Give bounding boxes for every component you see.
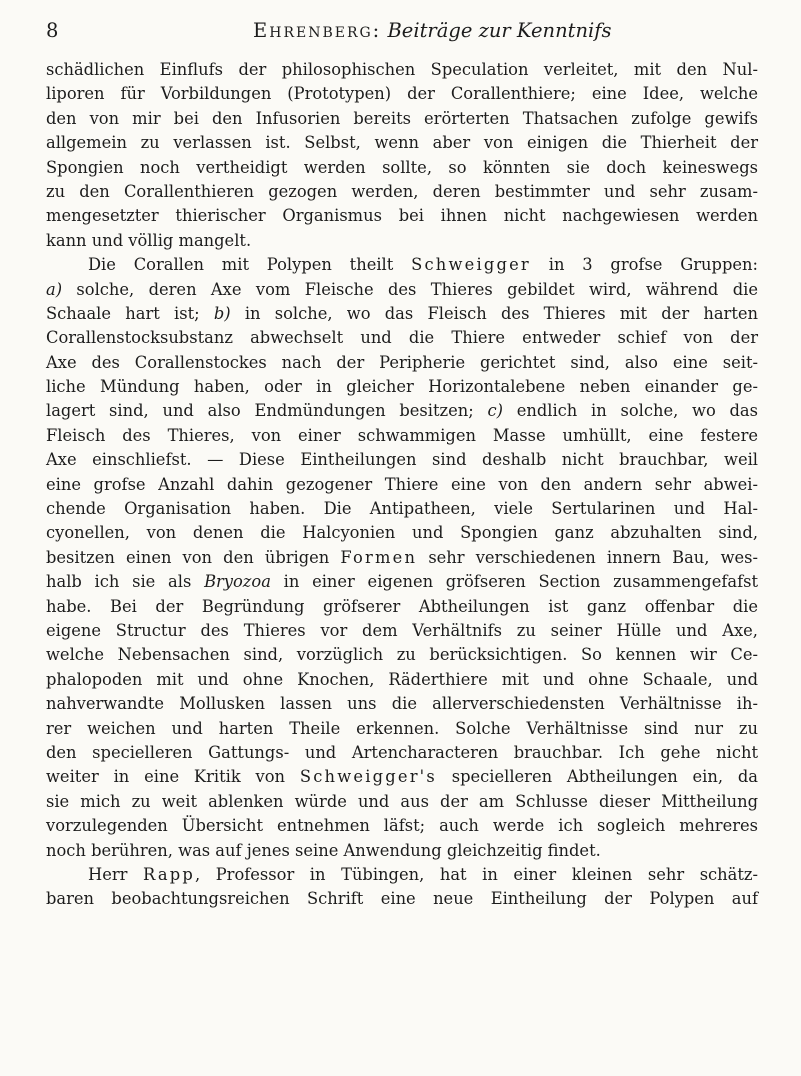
text-segment: allgemein zu verlassen ist. Selbst, wenn aber von einigen die Thierheit der: [46, 133, 758, 153]
text-line: [46, 82, 758, 106]
text-segment: lagert sind, und also Endmündungen besitzen;: [46, 401, 488, 421]
text-segment: halb ich sie als: [46, 572, 205, 592]
text-segment: Axe einschliefst. — Diese Eintheilungen sind deshalb nicht brauchbar, weil: [46, 450, 758, 470]
text-segment: Die Corallen mit Polypen theilt: [88, 255, 412, 275]
text-line: [46, 546, 758, 570]
text-segment: Spongien noch vertheidigt werden sollte, so könnten sie doch keineswegs: [46, 157, 758, 177]
text-segment: phalopoden mit und ohne Knochen, Räderthiere mit und ohne Schaale, und: [46, 669, 758, 689]
author-name: Ehrenberg:: [253, 19, 382, 42]
text-segment: endlich in solche, wo das: [502, 401, 758, 421]
text-line: [46, 375, 758, 399]
text-line: [46, 814, 758, 838]
text-line: [46, 278, 758, 302]
text-line: [46, 58, 758, 82]
text-segment: eine grofse Anzahl dahin gezogener Thiere eine von den andern sehr abwei-: [46, 474, 758, 494]
text-segment: baren beobachtungsreichen Schrift eine neue Eintheilung der Polypen auf: [46, 889, 758, 909]
text-segment: , Professor in Tübingen, hat in einer kleinen sehr schätz-: [194, 864, 758, 884]
text-line: [46, 863, 758, 887]
text-line: [46, 668, 758, 692]
text-line: [46, 448, 758, 472]
text-segment: Schweigger's: [299, 767, 437, 787]
text-line: [46, 717, 758, 741]
text-line: [46, 107, 758, 131]
text-line: [46, 204, 758, 228]
text-segment: weiter in eine Kritik von: [46, 767, 300, 787]
text-line: [46, 156, 758, 180]
text-line: [46, 839, 758, 863]
text-line: [46, 570, 758, 594]
text-segment: mengesetzter thierischer Organismus bei ihnen nicht nachgewiesen werden: [46, 206, 758, 226]
text-segment: solche, deren Axe vom Fleische des Thieres gebildet wird, während die: [62, 279, 758, 299]
text-line: [46, 180, 758, 204]
text-segment: noch berühren, was auf jenes seine Anwendung gleichzeitig findet.: [46, 840, 601, 860]
text-segment: b): [213, 303, 231, 323]
text-line: [46, 765, 758, 789]
text-line: [46, 619, 758, 643]
article-title: Beiträge zur Kenntnifs: [387, 19, 612, 42]
text-line: [46, 643, 758, 667]
text-segment: Fleisch des Thieres, von einer schwammigen Masse umhüllt, eine festere: [46, 425, 758, 445]
text-segment: den von mir bei den Infusorien bereits erörterten Thatsachen zufolge gewifs: [46, 108, 758, 128]
text-line: [46, 302, 758, 326]
text-segment: a): [46, 279, 63, 299]
text-segment: Bryozoa: [204, 572, 271, 592]
text-segment: liche Mündung haben, oder in gleicher Horizontalebene neben einander ge-: [46, 377, 758, 397]
text-segment: nahverwandte Mollusken lassen uns die allerverschiedensten Verhältnisse ih-: [46, 694, 758, 714]
text-line: [46, 521, 758, 545]
text-line: [46, 253, 758, 277]
text-segment: besitzen einen von den übrigen: [46, 547, 341, 567]
text-segment: habe. Bei der Begründung gröfserer Abtheilungen ist ganz offenbar die: [46, 596, 758, 616]
text-segment: schädlichen Einflufs der philosophischen Speculation verleitet, mit den Nul-: [46, 60, 758, 79]
text-segment: c): [487, 401, 503, 421]
text-segment: specielleren Abtheilungen ein, da: [436, 767, 759, 787]
text-line: [46, 790, 758, 814]
running-title: [253, 17, 612, 45]
text-line: [46, 229, 758, 253]
text-segment: Formen: [340, 547, 418, 567]
page-number: 8: [46, 19, 59, 42]
text-line: [46, 399, 758, 423]
text-line: [46, 497, 758, 521]
running-head: [46, 17, 758, 45]
text-segment: in einer eigenen gröfseren Section zusammengefafst: [270, 572, 758, 592]
text-segment: sehr verschiedenen innern Bau, wes-: [417, 547, 758, 567]
text-segment: Schaale hart ist;: [46, 303, 214, 323]
text-segment: Axe des Corallenstockes nach der Peripherie gerichtet sind, also eine seit-: [46, 352, 758, 372]
text-segment: welche Nebensachen sind, vorzüglich zu berücksichtigen. So kennen wir Ce-: [46, 645, 758, 665]
text-line: [46, 887, 758, 911]
text-line: [46, 424, 758, 448]
text-segment: in 3 grofse Gruppen:: [530, 255, 758, 275]
text-line: [46, 131, 758, 155]
text-line: [46, 473, 758, 497]
text-segment: den specielleren Gattungs- und Artencharacteren brauchbar. Ich gehe nicht: [46, 742, 758, 762]
text-segment: sie mich zu weit ablenken würde und aus der am Schlusse dieser Mittheilung: [46, 791, 758, 811]
text-segment: zu den Corallenthieren gezogen werden, deren bestimmter und sehr zusam-: [46, 181, 758, 201]
body-text: [46, 58, 758, 912]
text-line: [46, 326, 758, 350]
text-segment: vorzulegenden Übersicht entnehmen läfst; auch werde ich sogleich mehreres: [46, 816, 758, 836]
text-line: [46, 595, 758, 619]
text-segment: Corallenstocksubstanz abwechselt und die Thiere entweder schief von der: [46, 328, 758, 348]
text-line: [46, 741, 758, 765]
text-segment: Schweigger: [411, 255, 531, 275]
text-segment: chende Organisation haben. Die Antipatheen, viele Sertularinen und Hal-: [46, 499, 758, 519]
text-segment: rer weichen und harten Theile erkennen. Solche Verhältnisse sind nur zu: [46, 718, 758, 738]
text-segment: Rapp: [142, 864, 195, 884]
text-segment: kann und völlig mangelt.: [46, 230, 252, 250]
text-segment: Herr: [88, 864, 143, 884]
text-segment: in solche, wo das Fleisch des Thieres mit der harten: [230, 303, 758, 323]
text-segment: cyonellen, von denen die Halcyonien und Spongien ganz abzuhalten sind,: [46, 523, 758, 543]
text-line: [46, 692, 758, 716]
text-segment: liporen für Vorbildungen (Prototypen) der Corallenthiere; eine Idee, welche: [46, 84, 758, 104]
text-segment: eigene Structur des Thieres vor dem Verhältnifs zu seiner Hülle und Axe,: [46, 620, 758, 640]
text-line: [46, 351, 758, 375]
